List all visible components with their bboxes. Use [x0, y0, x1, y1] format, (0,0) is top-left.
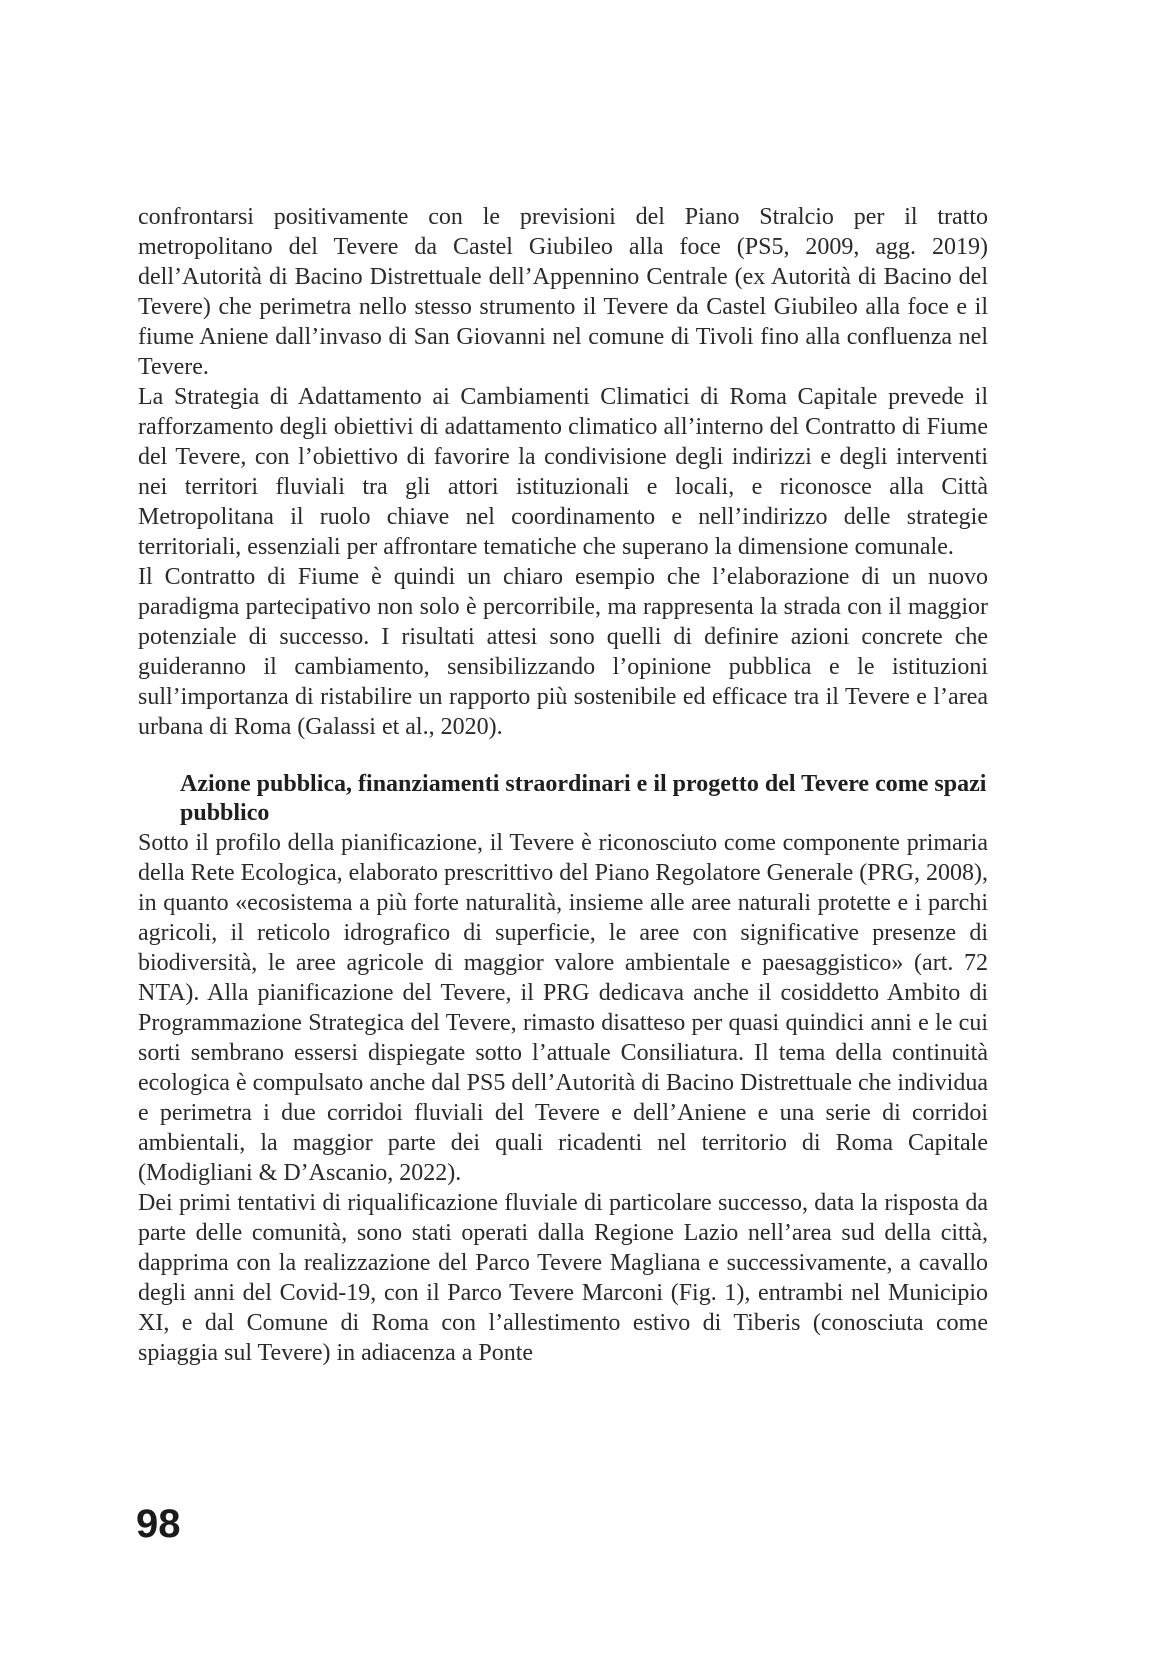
paragraph-1: confrontarsi positivamente con le previsioni del Piano Stralcio per il tratto metropolitano del Tevere da Castel Giubileo alla foce (PS5, 2009, agg. 2019) dell’Autorità di Bacino Distrettuale dell’Appennino Centrale (ex Autorità di Bacino del Tevere) che perimetra nello stesso strumento il Tevere da Castel Giubileo alla foce e il fiume Aniene dall’invaso di San Giovanni nel comune di Tivoli fino alla confluenza nel Tevere. — [138, 204, 988, 380]
section-heading: Azione pubblica, finanziamenti straordinari e il progetto del Tevere come spazi pubblico — [180, 771, 987, 826]
paragraph-4: Sotto il profilo della pianificazione, il Tevere è riconosciuto come componente primaria della Rete Ecologica, elaborato prescrittivo del Piano Regolatore Generale (PRG, 2008), in quanto «ecosistema a più forte naturalità, insieme alle aree naturali protette e i parchi agricoli, il reticolo idrografico di superficie, le aree con significative presenze di biodiversità, le aree agricole di maggior valore ambientale e paesaggistico» (art. 72 NTA). Alla pianificazione del Tevere, il PRG dedicava anche il cosiddetto Ambito di Programmazione Strategica del Tevere, rimasto disatteso per quasi quindici anni e le cui sorti sembrano essersi dispiegate sotto l’attuale Consiliatura. Il tema della continuità ecologica è compulsato anche dal PS5 dell’Autorità di Bacino Distrettuale che individua e perimetra i due corridoi fluviali del Tevere e dell’Aniene e una serie di corridoi ambientali, la maggior parte dei quali ricadenti nel territorio di Roma Capitale (Modigliani & D’Ascanio, 2022). — [138, 830, 988, 1186]
body-text — [138, 202, 988, 1368]
paragraph-3: Il Contratto di Fiume è quindi un chiaro esempio che l’elaborazione di un nuovo paradigma partecipativo non solo è percorribile, ma rappresenta la strada con il maggior potenziale di successo. I risultati attesi sono quelli di definire azioni concrete che guideranno il cambiamento, sensibilizzando l’opinione pubblica e le istituzioni sull’importanza di ristabilire un rapporto più sostenibile ed efficace tra il Tevere e l’area urbana di Roma (Galassi et al., 2020). — [138, 564, 988, 740]
paragraph-5: Dei primi tentativi di riqualificazione fluviale di particolare successo, data la risposta da parte delle comunità, sono stati operati dalla Regione Lazio nell’area sud della città, dapprima con la realizzazione del Parco Tevere Magliana e successivamente, a cavallo degli anni del Covid-19, con il Parco Tevere Marconi (Fig. 1), entrambi nel Municipio XI, e dal Comune di Roma con l’allestimento estivo di Tiberis (conosciuta come spiaggia sul Tevere) in adiacenza a Ponte — [138, 1190, 988, 1366]
paragraph-2: La Strategia di Adattamento ai Cambiamenti Climatici di Roma Capitale prevede il rafforzamento degli obiettivi di adattamento climatico all’interno del Contratto di Fiume del Tevere, con l’obiettivo di favorire la condivisione degli indirizzi e degli interventi nei territori fluviali tra gli attori istituzionali e locali, e riconosce alla Città Metropolitana il ruolo chiave nel coordinamento e nell’indirizzo delle strategie territoriali, essenziali per affrontare tematiche che superano la dimensione comunale. — [138, 384, 988, 560]
page-number: 98 — [136, 1502, 181, 1546]
